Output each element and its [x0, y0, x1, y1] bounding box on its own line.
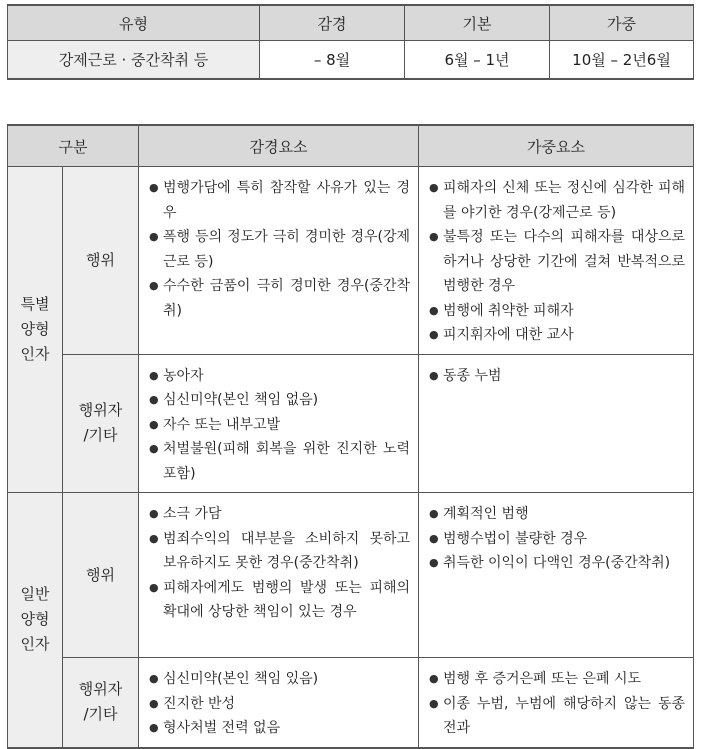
list-item: ● 농아자 — [149, 364, 410, 389]
aggravating-list — [429, 667, 685, 741]
list-item: ● 폭행 등의 정도가 극히 경미한 경우(강제근로 등) — [149, 225, 410, 274]
list-item: ● 피지휘자에 대한 교사 — [429, 323, 685, 348]
mitigating-cell — [139, 354, 419, 493]
factor-row — [8, 658, 694, 748]
group-label-general: 일반 양형 인자 — [8, 493, 63, 748]
sentencing-range-table — [7, 4, 694, 80]
mitigating-cell — [139, 167, 419, 355]
factors-header-row — [8, 125, 694, 167]
list-item: ● 소극 가담 — [149, 502, 410, 527]
sub-label-offender: 행위자 /기타 — [63, 354, 139, 493]
list-item: ● 범행에 취약한 피해자 — [429, 299, 685, 324]
group-label-special: 특별 양형 인자 — [8, 167, 63, 493]
list-item: ● 범행가담에 특히 참작할 사유가 있는 경우 — [149, 176, 410, 225]
list-item: ● 처벌불원(피해 회복을 위한 진지한 노력 포함) — [149, 437, 410, 486]
list-item: ● 심신미약(본인 책임 있음) — [149, 667, 410, 692]
list-item: ● 범행 후 증거은폐 또는 은폐 시도 — [429, 667, 685, 692]
list-item: ● 범죄수익의 대부분을 소비하지 못하고 보유하지도 못한 경우(중간착취) — [149, 527, 410, 576]
range-header-row — [8, 5, 694, 41]
sub-label-offender: 행위자 /기타 — [63, 658, 139, 748]
list-item: ● 진지한 반성 — [149, 692, 410, 717]
mitigating-cell — [139, 658, 419, 748]
header-basic: 기본 — [405, 5, 550, 41]
list-item: ● 범행수법이 불량한 경우 — [429, 527, 685, 552]
range-type-cell: 강제근로 · 중간착취 등 — [8, 41, 260, 80]
list-item: ● 취득한 이익이 다액인 경우(중간착취) — [429, 551, 685, 576]
header-aggravating-factors: 가중요소 — [419, 125, 694, 167]
aggravating-list — [429, 364, 685, 389]
mitigating-list — [149, 502, 410, 625]
range-basic-cell: 6월 – 1년 — [405, 41, 550, 80]
range-mitigated-cell: – 8월 — [260, 41, 405, 80]
mitigating-list — [149, 364, 410, 487]
mitigating-list — [149, 667, 410, 741]
header-category: 구분 — [8, 125, 139, 167]
aggravating-cell — [419, 658, 694, 748]
factor-row — [8, 493, 694, 658]
list-item: ● 이종 누범, 누범에 해당하지 않는 동종 전과 — [429, 692, 685, 741]
header-type: 유형 — [8, 5, 260, 41]
list-item: ● 피해자에게도 범행의 발생 또는 피해의 확대에 상당한 책임이 있는 경우 — [149, 576, 410, 625]
aggravating-cell — [419, 493, 694, 658]
header-mitigating-factors: 감경요소 — [139, 125, 419, 167]
list-item: ● 불특정 또는 다수의 피해자를 대상으로 하거나 상당한 기간에 걸쳐 반복적으로 범행한 경우 — [429, 225, 685, 299]
aggravating-cell — [419, 167, 694, 355]
factor-row — [8, 354, 694, 493]
list-item: ● 피해자의 신체 또는 정신에 심각한 피해를 야기한 경우(강제근로 등) — [429, 176, 685, 225]
sub-label-conduct: 행위 — [63, 167, 139, 355]
header-mitigated: 감경 — [260, 5, 405, 41]
list-item: ● 동종 누범 — [429, 364, 685, 389]
range-row — [8, 41, 694, 80]
list-item: ● 심신미약(본인 책임 없음) — [149, 388, 410, 413]
range-aggravated-cell: 10월 – 2년6월 — [550, 41, 694, 80]
factor-row — [8, 167, 694, 355]
aggravating-cell — [419, 354, 694, 493]
sentencing-factors-table — [7, 124, 694, 749]
header-aggravated: 가중 — [550, 5, 694, 41]
sub-label-conduct: 행위 — [63, 493, 139, 658]
aggravating-list — [429, 176, 685, 348]
list-item: ● 계획적인 범행 — [429, 502, 685, 527]
mitigating-list — [149, 176, 410, 323]
aggravating-list — [429, 502, 685, 576]
list-item: ● 수수한 금품이 극히 경미한 경우(중간착취) — [149, 274, 410, 323]
mitigating-cell — [139, 493, 419, 658]
list-item: ● 자수 또는 내부고발 — [149, 413, 410, 438]
list-item: ● 형사처벌 전력 없음 — [149, 716, 410, 741]
